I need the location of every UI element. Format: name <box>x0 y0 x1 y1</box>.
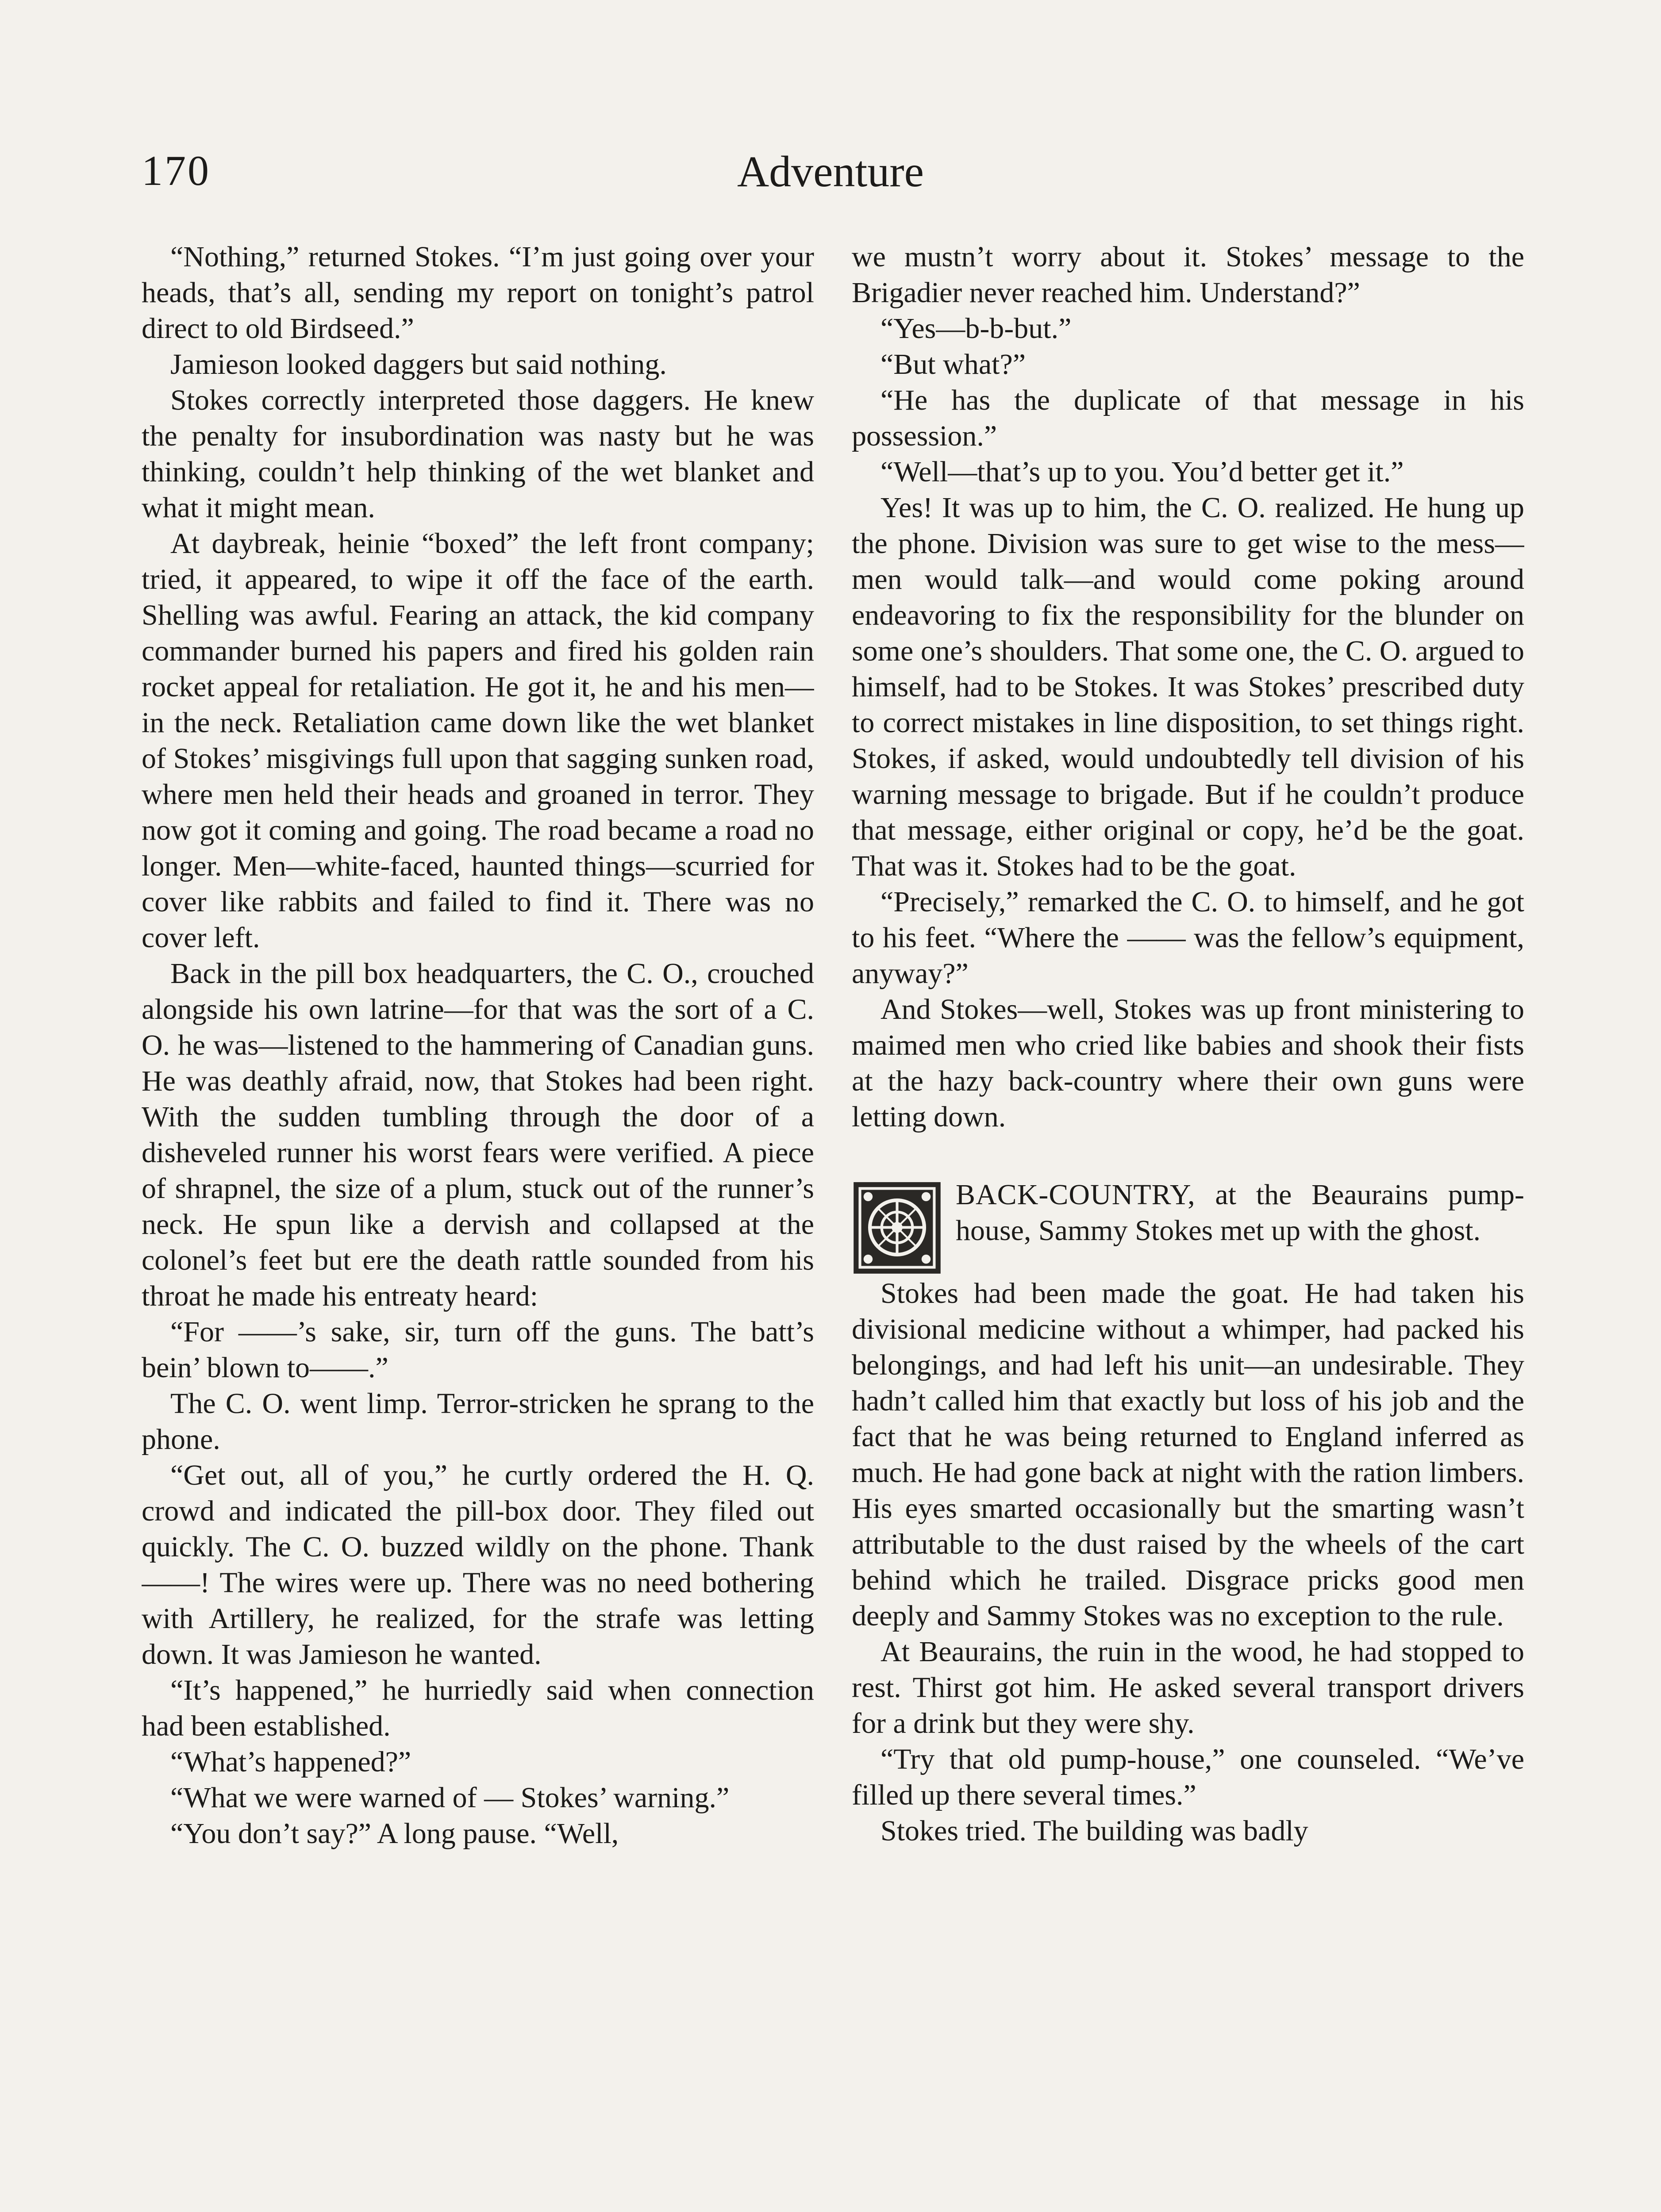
paragraph: “Yes—b-b-but.” <box>880 312 1072 345</box>
celtic-knot-ornament-icon <box>852 1180 942 1275</box>
paragraph: “He has the duplicate of that message in his possession.” <box>852 384 1524 452</box>
paragraph: “For ——’s sake, sir, turn off the guns. The batt’s bein’ blown to——.” <box>142 1316 814 1384</box>
paragraph: “You don’t say?” A long pause. “Well, <box>170 1817 619 1850</box>
paragraph: “Precisely,” remarked the C. O. to himself, and he got to his feet. “Where the —— was the fellow’s equipment, anyway?” <box>852 886 1524 990</box>
running-title: Adventure <box>737 147 924 196</box>
paragraph: “Try that old pump-house,” one counseled. “We’ve filled up there several times.” <box>852 1743 1524 1811</box>
paragraph: “Get out, all of you,” he curtly ordered the H. Q. crowd and indicated the pill-box door. They filed out quickly. The C. O. buzzed wildly on the phone. Thank ——! The wires were up. There was no need bothering with Artillery, he realized, for the strafe was letting down. It was Jamieson he wanted. <box>142 1459 814 1671</box>
paragraph: And Stokes—well, Stokes was up front ministering to maimed men who cried like babies and shook their fists at the hazy back-country where their own guns were letting down. <box>852 993 1524 1133</box>
paragraph: Stokes correctly interpreted those daggers. He knew the penalty for insubordination was nasty but he was thinking, couldn’t help thinking of the wet blanket and what it might mean. <box>142 384 814 524</box>
paragraph: “Nothing,” returned Stokes. “I’m just going over your heads, that’s all, sending my report on tonight’s patrol direct to old Birdseed.” <box>142 241 814 345</box>
paragraph-continuation: we mustn’t worry about it. Stokes’ message to the Brigadier never reached him. Understand?” <box>852 241 1524 309</box>
section-lead-text: at the Beaurains pump-house, Sammy Stokes met up with the ghost. <box>956 1179 1524 1247</box>
page-number: 170 <box>142 147 211 194</box>
paragraph: At daybreak, heinie “boxed” the left front company; tried, it appeared, to wipe it off the face of the earth. Shelling was awful. Fearing an attack, the kid company commander burned his papers and fired his golden rain rocket appeal for retaliation. He got it, he and his men—in the neck. Retaliation came down like the wet blanket of Stokes’ misgivings full upon that sagging sunken road, where men held their heads and groaned in terror. They now got it coming and going. The road became a road no longer. Men—white-faced, haunted things—scurried for cover like rabbits and failed to find it. There was no cover left. <box>142 527 814 954</box>
paragraph: “But what?” <box>880 348 1026 380</box>
paragraph: “It’s happened,” he hurriedly said when connection had been established. <box>142 1674 814 1742</box>
section-lead-paragraph <box>852 1177 1524 1248</box>
paragraph: The C. O. went limp. Terror-stricken he sprang to the phone. <box>142 1387 814 1455</box>
paragraph: Back in the pill box headquarters, the C. O., crouched alongside his own latrine—for that was the sort of a C. O. he was—listened to the hammering of Canadian guns. He was deathly afraid, now, that Stokes had been right. With the sudden tumbling through the door of a disheveled runner his worst fears were verified. A piece of shrapnel, the size of a plum, stuck out of the runner’s neck. He spun like a dervish and collapsed at the colonel’s feet but ere the death rattle sounded from his throat he made his entreaty heard: <box>142 957 814 1312</box>
paragraph: At Beaurains, the ruin in the wood, he had stopped to rest. Thirst got him. He asked several transport drivers for a drink but they were shy. <box>852 1636 1524 1740</box>
paragraph: Yes! It was up to him, the C. O. realized. He hung up the phone. Division was sure to get wise to the mess—men would talk—and would come poking around endeavoring to fix the responsibility for the blunder on some one’s shoulders. That some one, the C. O. argued to himself, had to be Stokes. It was Stokes’ prescribed duty to correct mistakes in line disposition, to set things right. Stokes, if asked, would undoubtedly tell division of his warning message to brigade. But if he couldn’t produce that message, either original or copy, he’d be the goat. That was it. Stokes had to be the goat. <box>852 492 1524 882</box>
paragraph: Stokes had been made the goat. He had taken his divisional medicine without a whimper, had packed his belongings, and had left his unit—an undesirable. They hadn’t called him that exactly but loss of his job and the fact that he was being returned to England inferred as much. He had gone back at night with the ration limbers. His eyes smarted occasionally but the smarting wasn’t attributable to the dust raised by the wheels of the cart behind which he trailed. Disgrace pricks good men deeply and Sammy Stokes was no exception to the rule. <box>852 1277 1524 1632</box>
paragraph: “Well—that’s up to you. You’d better get it.” <box>880 456 1404 488</box>
section-lead-caps: BACK-COUNTRY, <box>956 1179 1196 1211</box>
paragraph: Stokes tried. The building was badly <box>880 1815 1308 1847</box>
paragraph: Jamieson looked daggers but said nothing. <box>170 348 667 380</box>
section-break <box>852 1177 1524 1849</box>
right-column <box>852 239 1524 2212</box>
paragraph: “What we were warned of — Stokes’ warning.” <box>170 1782 730 1814</box>
paragraph: “What’s happened?” <box>170 1746 411 1778</box>
page-header <box>0 146 1661 195</box>
left-column <box>142 239 814 2212</box>
